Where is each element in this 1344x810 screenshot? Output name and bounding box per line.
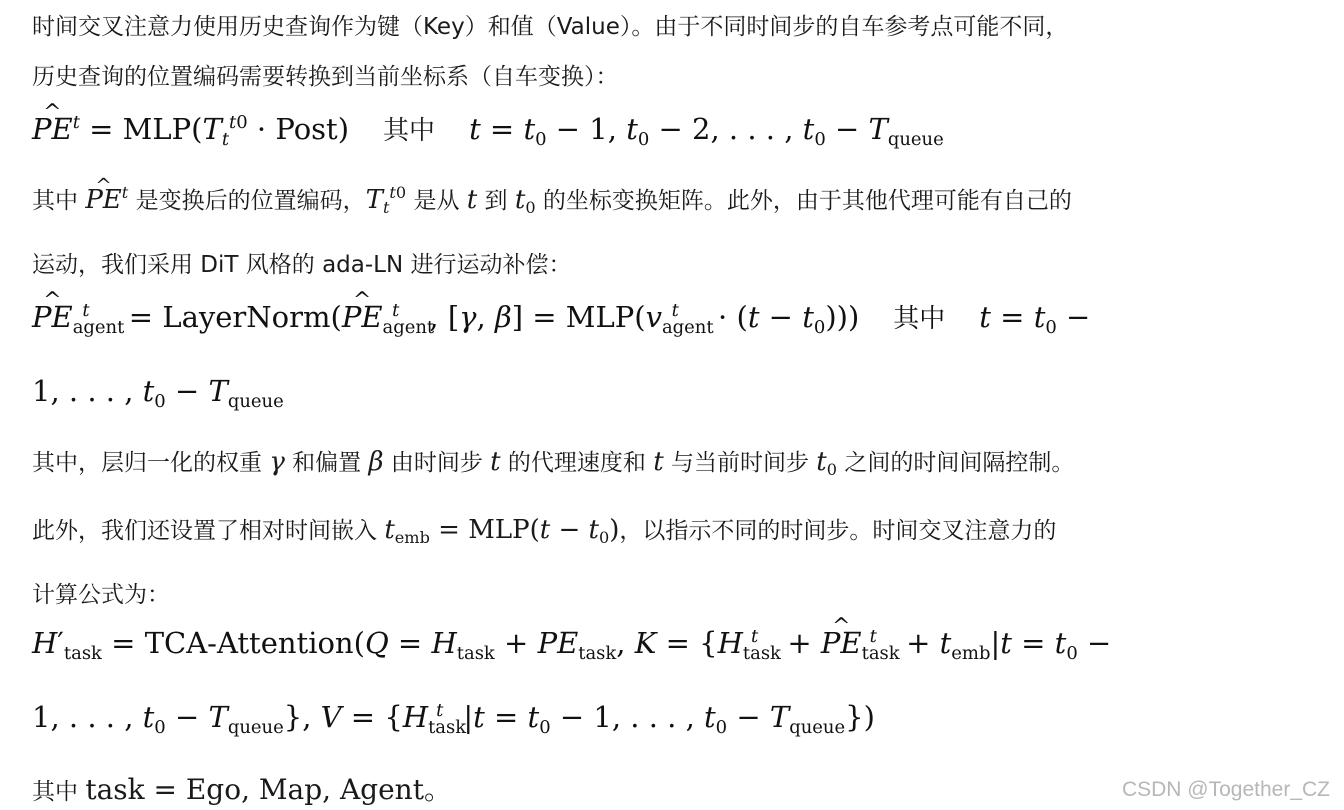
paragraph-1-line-1: 时间交叉注意力使用历史查询作为键（Key）和值（Value）。由于不同时间步的自车参考点可能不同， [32,14,1069,40]
eq1-mlp: MLP [122,112,192,146]
csdn-watermark: CSDN @Together_CZ [1121,778,1330,801]
equation-agent-motion-cont: 1, . . . , $t_0 - T_{queue}$ [32,374,284,412]
eq2-where: 其中 [893,304,946,334]
paragraph-2-line-1: 其中 ^ $PE^t$ 是变换后的位置编码，$T_t^{t0}$ 是从 t 到 $t_0$ 的坐标变换矩阵。此外，由于其他代理可能有自己的 [32,182,1072,215]
eq2-layernorm: LayerNorm [162,300,331,334]
eq1-post: Post [275,112,338,146]
p3-text-3: 由时间步 [390,450,483,476]
p2-text-3: 到 [484,188,508,214]
p2-text-2: 是从 [413,188,460,214]
p2-text-1: 是变换后的位置编码， [135,188,366,214]
p2-text-4: 的坐标变换矩阵。此外，由于其他代理可能有自己的 [542,188,1072,214]
paragraph-1-line-2: 历史查询的位置编码需要转换到当前坐标系（自车变换）： [32,64,619,90]
eq1-where: 其中 [383,116,436,146]
paragraph-5 [32,768,452,808]
paragraph-2-line-2: 运动，我们采用 DiT 风格的 ada-LN 进行运动补偿： [32,252,572,278]
p4-text-1: 此外，我们还设置了相对时间嵌入 [32,518,377,544]
p5-tasks: task = Ego, Map, Agent。 [85,773,452,806]
eq2-mlp: MLP [565,300,635,334]
p3-text-4: 的代理速度和 [507,450,646,476]
equation-pe-transform: ^ $PE^t = MLP(T_t^{t0}$ · Post) 其中 $t = t_0 - 1$, $t_0 - 2$, . . . , $t_0 - T_{queue}$ [32,110,944,147]
p3-text-6: 之间的时间间隔控制。 [844,450,1075,476]
equation-agent-motion: ^ $PE_{agent}^t$ = LayerNorm(^ $PE_{agent}^t$ , [γ, $\beta] = MLP(v_{agent}^t \cdot (t - t_0))$) 其中 $t = t_0$ − [32,298,1090,335]
paragraph-4-line-2: 计算公式为： [32,582,170,608]
p3-text-2: 和偏置 [292,450,362,476]
equation-tca-attention: $H'_{task}$ = TCA-Attention(Q = $H_{task} + PE_{task}$, $K = \{H_{task}^t$ + ^ $PE_{task}^t + t_{emb}|t = t_0$ − [32,626,1111,660]
eq3-tca: TCA-Attention [144,626,354,660]
p5-where: 其中 [32,779,78,805]
p3-text-1: 其中，层归一化的权重 [32,450,262,476]
p3-text-5: 与当前时间步 [670,450,809,476]
equation-tca-attention-cont: 1, . . . , $t_0 - T_{queue}$}, $V = \{H_{task}^t$ $|t = t_0 - 1$, . . . , $t_0 - T_{queue}$}) [32,699,875,738]
paragraph-3: 其中，层归一化的权重 γ 和偏置 β 由时间步 t 的代理速度和 t 与当前时间步 $t_0$ 之间的时间间隔控制。 [32,447,1075,480]
p2-where: 其中 [32,188,78,214]
p4-text-2: ，以指示不同的时间步。时间交叉注意力的 [619,518,1057,544]
paragraph-4-line-1: 此外，我们还设置了相对时间嵌入 $t_{emb} = MLP(t - t_0)$，以指示不同的时间步。时间交叉注意力的 [32,515,1057,548]
